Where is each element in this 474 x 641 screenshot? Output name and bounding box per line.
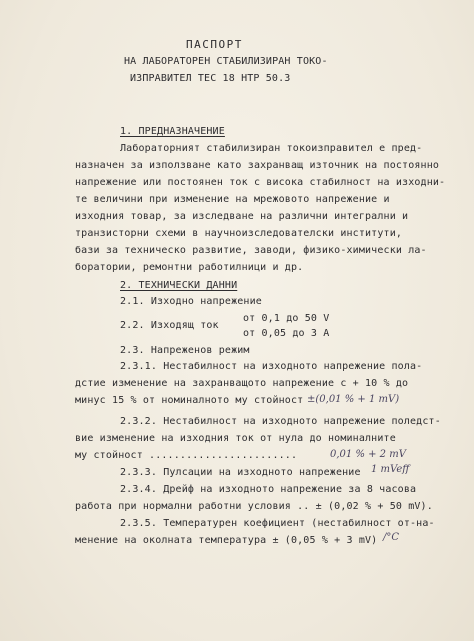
item-2-3-1-line: дстие изменение на захранващото напрежение с + 10 % до	[75, 378, 409, 389]
item-2-3-2-line: вие изменение на изходния ток от нула до номиналните	[75, 433, 396, 444]
item-2-1-label: 2.1. Изходно напрежение	[120, 296, 262, 307]
item-2-3-2-handwritten-value: 0,01 % + 2 mV	[330, 449, 406, 460]
section-1-line: транзисторни схеми в научноизследователски институти,	[75, 228, 403, 239]
item-2-3-5-line: менение на околната температура ± (0,05 % + 3 mV)	[75, 535, 378, 546]
section-1-line: бази за техническо развитие, заводи, физико-химически ла-	[75, 245, 427, 256]
section-1-line: Лабораторният стабилизиран токоизправител е пред-	[120, 143, 423, 154]
item-2-3-3-line: 2.3.3. Пулсации на изходното напрежение	[120, 467, 361, 478]
doc-subtitle-line-1: НА ЛАБОРАТОРЕН СТАБИЛИЗИРАН ТОКО-	[124, 56, 328, 67]
section-1-line: изходния товар, за изследване на различни интегрални и	[75, 211, 409, 222]
section-1-line: боратории, ремонтни работилници и др.	[75, 262, 304, 273]
item-2-3-2-line: 2.3.2. Нестабилност на изходното напрежение поледст-	[120, 416, 441, 427]
section-1-heading: 1. ПРЕДНАЗНАЧЕНИЕ	[120, 126, 225, 137]
section-2-heading: 2. ТЕХНИЧЕСКИ ДАННИ	[120, 280, 238, 291]
item-2-3-4-line: 2.3.4. Дрейф на изходното напрежение за 8 часова	[120, 484, 417, 495]
item-2-3-2-line: му стойност ........................	[75, 450, 298, 461]
item-2-1-value: от 0,1 до 50 V	[243, 313, 330, 324]
section-1-line: те величини при изменение на мрежовото напрежение и	[75, 194, 390, 205]
item-2-3-3-handwritten-value: 1 mVeff	[371, 464, 410, 475]
item-2-3-1-line: минус 15 % от номиналното му стойност	[75, 395, 304, 406]
item-2-3-5-handwritten-unit: /°C	[383, 532, 400, 543]
section-1-line: напрежение или постоянен ток с висока стабилност на изходни-	[75, 177, 446, 188]
item-2-3-4-line: работа при нормални работни условия .. ± (0,02 % + 50 mV).	[75, 501, 433, 512]
item-2-2-value: от 0,05 до 3 А	[243, 328, 330, 339]
item-2-3-5-line: 2.3.5. Температурен коефициент (нестабилност от-на-	[120, 518, 435, 529]
section-1-line: назначен за използване като захранващ източник на постоянно	[75, 160, 440, 171]
doc-subtitle-line-2: ИЗПРАВИТЕЛ ТЕС 18 НТР 50.3	[130, 73, 291, 84]
doc-title: ПАСПОРТ	[186, 38, 243, 51]
item-2-2-label: 2.2. Изходящ ток	[120, 320, 219, 331]
item-2-3-1-line: 2.3.1. Нестабилност на изходното напрежение пола-	[120, 361, 423, 372]
item-2-3-1-handwritten-value: ±(0,01 % + 1 mV)	[307, 394, 400, 405]
item-2-3-label: 2.3. Напреженов режим	[120, 345, 250, 356]
